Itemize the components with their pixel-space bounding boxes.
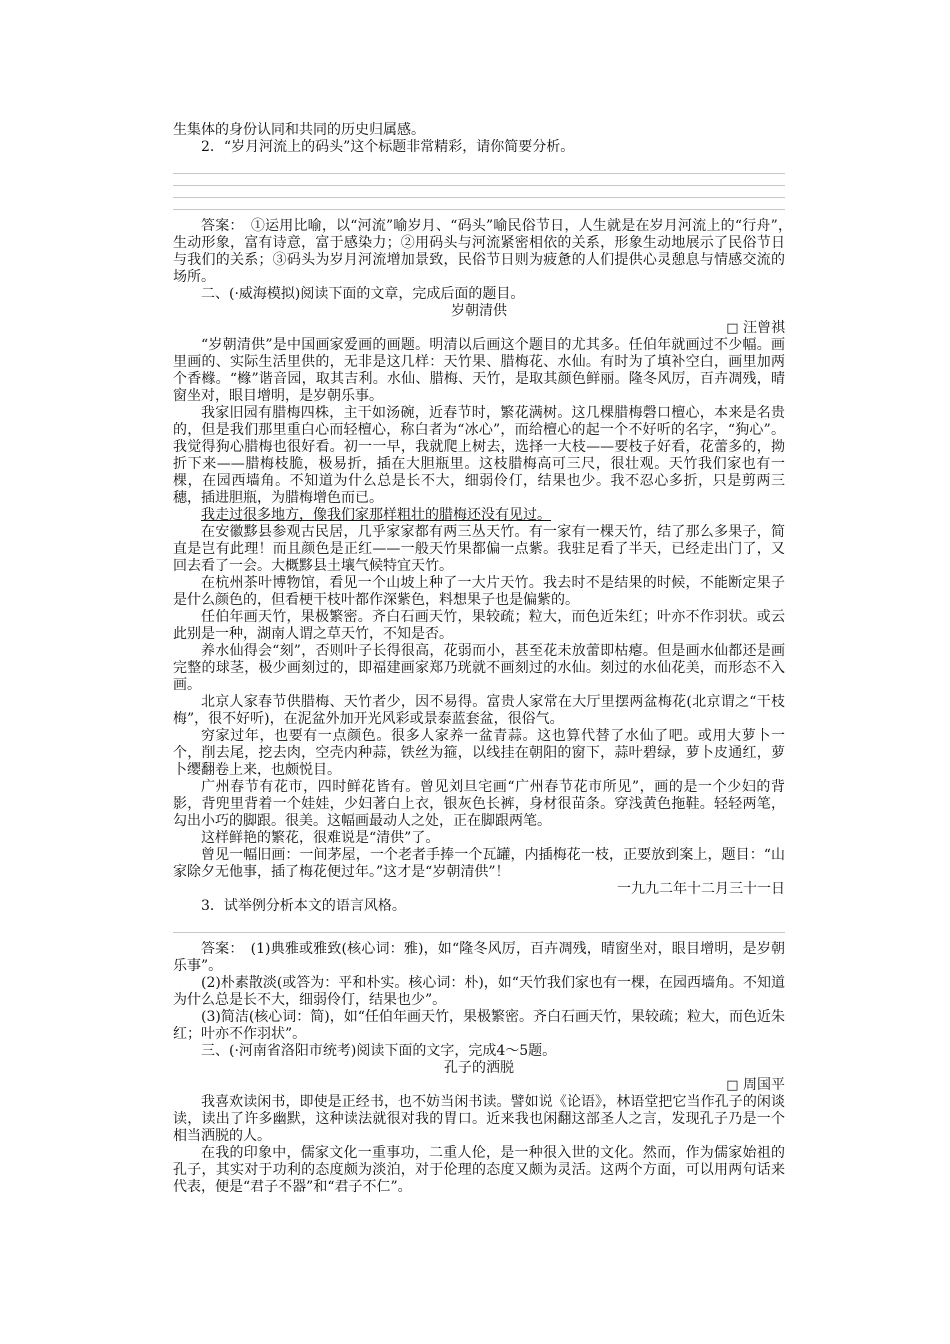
section-2-heading: 二、(·威海模拟)阅读下面的文章，完成后面的题目。 xyxy=(201,286,525,302)
article-paragraph: 北京人家春节供腊梅、天竹者少，因不易得。富贵人家常在大厅里摆两盆梅花(北京谓之“干枝梅”，很不好听)，在泥盆外加开光风彩或景泰蓝套盆，很俗气。 xyxy=(173,694,785,727)
article-date: 一九九二年十二月三十一日 xyxy=(617,881,785,897)
article-title-2: 孔子的洒脱 xyxy=(444,1060,514,1076)
question-2: 2．“岁月河流上的码头”这个标题非常精彩，请你简要分析。 xyxy=(201,139,575,155)
question-3: 3．试举例分析本文的语言风格。 xyxy=(201,898,406,914)
answer-line xyxy=(173,198,785,210)
article-paragraph: 曾见一幅旧画：一间茅屋，一个老者手捧一个瓦罐，内插梅花一枝，正要放到案上，题目：“山家除夕无他事，插了梅花便过年。”这才是“岁朝清供”！ xyxy=(173,847,785,880)
article-paragraph: 我家旧园有腊梅四株，主干如汤碗，近春节时，繁花满树。这几棵腊梅磬口檀心，本来是名贵的，但是我们那里重白心而轻檀心，称白者为“冰心”，而给檀心的起一个不好听的名字，“狗心”。我觉得狗心腊梅也很好看。初一一早，我就爬上树去，选择一大枝——要枝子好看，花蕾多的，拗折下来——腊梅枝脆，极易折，插在大胆瓶里。这枝腊梅高可三尺，很壮观。天竹我们家也有一棵，在园西墙角。不知道为什么总是长不大，细弱伶仃，结果也少。我不忍心多折，只是剪两三穗，插进胆瓶，为腊梅增色而已。 xyxy=(173,405,785,506)
article-paragraph: 在杭州茶叶博物馆，看见一个山坡上种了一大片天竹。我去时不是结果的时候，不能断定果子是什么颜色的，但看梗干枝叶都作深紫色，料想果子也是偏紫的。 xyxy=(173,575,785,608)
author-box-icon: □ xyxy=(726,1078,739,1093)
section-3-heading: 三、(·河南省洛阳市统考)阅读下面的文字，完成4～5题。 xyxy=(201,1043,557,1059)
article-paragraph: 广州春节有花市，四时鲜花皆有。曾见刘旦宅画“广州春节花市所见”，画的是一个少妇的背影，背兜里背着一个娃娃，少妇著白上衣，银灰色长裤，身材很苗条。穿浅黄色拖鞋。轻轻两笔，勾出小巧的脚跟。很美。这幅画最动人之处，正在脚跟两笔。 xyxy=(173,779,785,829)
article-paragraph: 我喜欢读闲书，即使是正经书，也不妨当闲书读。譬如说《论语》，林语堂把它当作孔子的闲谈读，读出了许多幽默，这种读法就很对我的胃口。近来我也闲翻这部圣人之言，发现孔子乃是一个相当洒脱的人。 xyxy=(173,1094,785,1144)
answer-3-item: 答案： (1)典雅或雅致(核心词：雅)，如“隆冬风厉，百卉凋残，晴窗坐对，眼目增明，是岁朝乐事”。 xyxy=(173,941,785,974)
article-paragraph: “岁朝清供”是中国画家爱画的画题。明清以后画这个题目的尤其多。任伯年就画过不少幅。画里画的、实际生活里供的，无非是这几样：天竹果、腊梅花、水仙。有时为了填补空白，画里加两个香橼。“橼”谐音园，取其吉利。水仙、腊梅、天竹，是取其颜色鲜丽。隆冬风厉，百卉凋残，晴窗坐对，眼目增明，是岁朝乐事。 xyxy=(173,337,785,404)
author-box-icon: □ xyxy=(726,321,739,336)
answer-2: 答案： ①运用比喻，以“河流”喻岁月、“码头”喻民俗节日，人生就是在岁月河流上的“行舟”， 生动形象，富有诗意，富于感染力；②用码头与河流紧密相依的关系，形象生动地展示了民俗节日与我们的关系；③码头为岁月河流增加景致，民俗节日则为疲惫的人们提供心灵憩息与情感交流的场所。 xyxy=(173,218,799,285)
answer-lines xyxy=(173,921,785,933)
answer-line xyxy=(173,186,785,198)
answer-line xyxy=(173,921,785,933)
article-paragraph: 在我的印象中，儒家文化一重事功，二重人伦，是一种很入世的文化。然而，作为儒家始祖的孔子，其实对于功利的态度颇为淡泊，对于伦理的态度又颇为灵活。这两个方面，可以用两句话来代表，便是“君子不器”和“君子不仁”。 xyxy=(173,1145,785,1195)
paragraph: 生集体的身份认同和共同的历史归属感。 xyxy=(173,122,425,138)
author-line-2 xyxy=(173,1077,785,1094)
article-paragraph: 任伯年画天竹，果极繁密。齐白石画天竹，果较疏；粒大，而色近朱红；叶亦不作羽状。或云此别是一种，湖南人谓之草天竹，不知是否。 xyxy=(173,609,785,642)
answer-line xyxy=(173,174,785,186)
answer-line xyxy=(173,162,785,174)
article-paragraph: 在安徽黟县参观古民居，几乎家家都有两三丛天竹。有一家有一棵天竹，结了那么多果子，简直是岂有此理！而且颜色是正红——一般天竹果都偏一点紫。我驻足看了半天，已经走出门了，又回去看了一会。大概黟县土壤气候特宜天竹。 xyxy=(173,524,785,574)
article-paragraph: 这样鲜艳的繁花，很难说是“清供”了。 xyxy=(201,830,440,846)
answer-3-item: (2)朴素散淡(或答为：平和朴实。核心词：朴)，如“天竹我们家也有一棵，在园西墙角。不知道为什么总是长不大，细弱伶仃，结果也少”。 xyxy=(173,975,785,1008)
underlined-sentence: 我走过很多地方，像我们家那样粗壮的腊梅还没有见过。 xyxy=(201,507,551,523)
author-name: 汪曾祺 xyxy=(743,320,785,336)
author-line-1 xyxy=(173,320,785,337)
answer-3-item: (3)简洁(核心词：简)，如“任伯年画天竹，果极繁密。齐白石画天竹，果较疏；粒大，而色近朱红；叶亦不作羽状”。 xyxy=(173,1009,785,1042)
author-name: 周国平 xyxy=(743,1077,785,1093)
article-paragraph: 穷家过年，也要有一点颜色。很多人家养一盆青蒜。这也算代替了水仙了吧。或用大萝卜一个，削去尾，挖去肉，空壳内种蒜，铁丝为箍，以线挂在朝阳的窗下，蒜叶碧绿，萝卜皮通红，萝卜缨翻卷上来，也颇悦目。 xyxy=(173,728,785,778)
article-paragraph: 养水仙得会“刻”，否则叶子长得很高，花弱而小，甚至花未放蕾即枯瘪。但是画水仙都还是画完整的球茎，极少画刻过的，即福建画家郑乃珖就不画刻过的水仙。刻过的水仙花美，而形态不入画。 xyxy=(173,643,785,693)
document-page xyxy=(173,122,799,1196)
article-title-1: 岁朝清供 xyxy=(451,303,507,319)
answer-lines xyxy=(173,162,785,210)
